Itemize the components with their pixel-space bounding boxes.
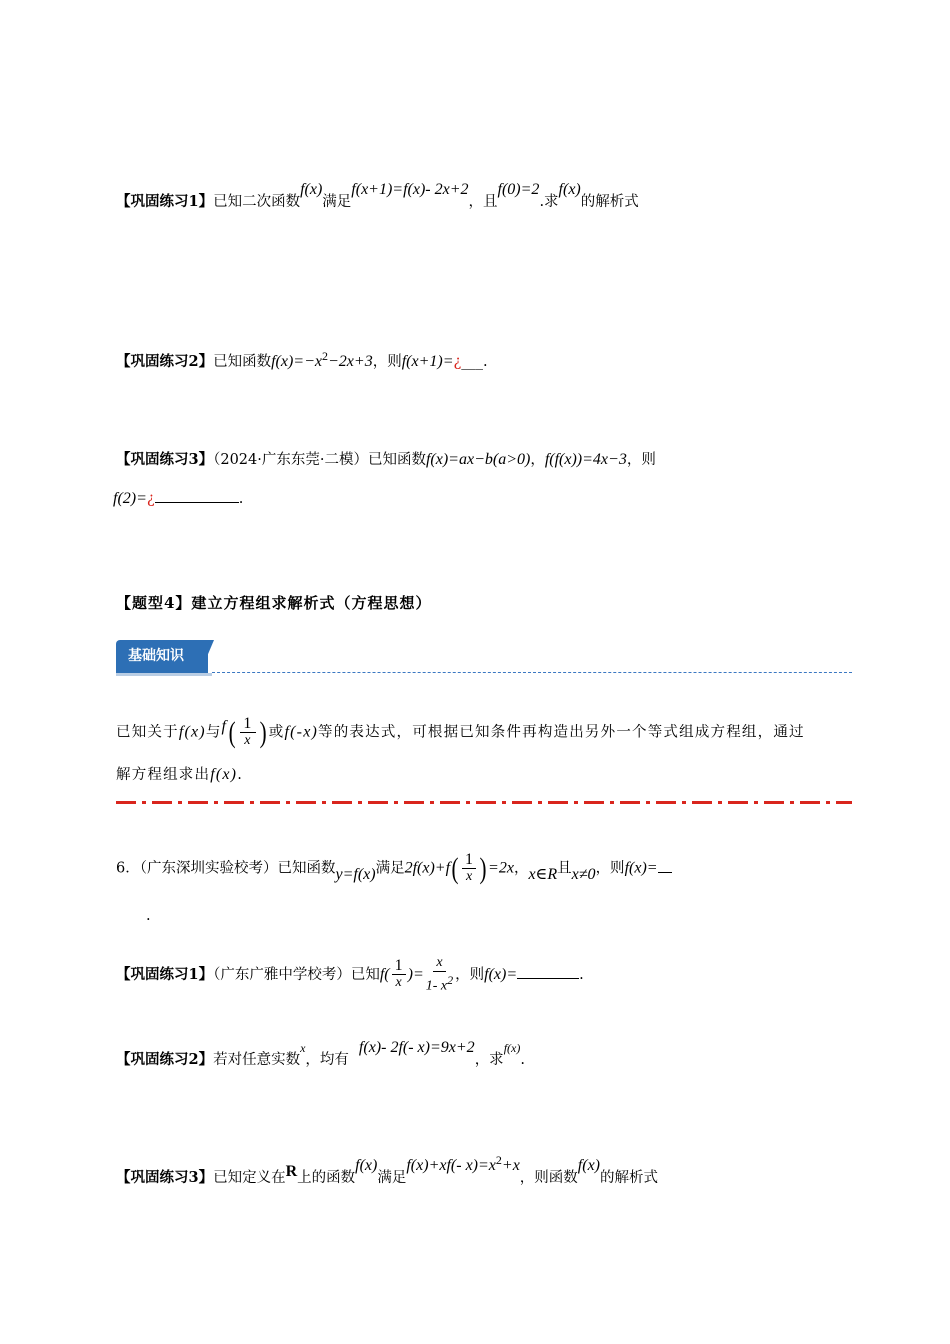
fraction <box>392 958 406 991</box>
math-expression: −2x+3 <box>328 352 373 370</box>
math-expression: f(f(x))=4x−3 <box>544 451 627 468</box>
math-expression: f(x) <box>178 723 206 741</box>
math-expression: f(x)- 2f(- x)=9x+2 <box>358 1039 475 1056</box>
math-expression: f(x) <box>355 1156 378 1174</box>
text: ，则 <box>455 966 485 983</box>
text: （广东广雅中学校考）已知 <box>213 966 380 983</box>
math-expression: f(x) <box>558 181 581 198</box>
math-expression: =2x <box>488 859 514 877</box>
fraction-denominator: x <box>244 733 252 748</box>
text: 已知关于 <box>116 724 179 741</box>
math-expression: )= <box>407 965 424 983</box>
fraction-denominator <box>426 972 453 995</box>
practice-1 <box>116 955 584 995</box>
exercise-label: 【巩固练习2】 <box>116 352 214 370</box>
math-expression: f(x+1)=f(x)- 2x+2 <box>351 181 469 198</box>
period: . <box>520 1052 525 1068</box>
math-expression: f(x) <box>503 1041 521 1055</box>
math-expression: f(x+1)= <box>401 352 454 370</box>
text: ，则 <box>626 452 656 468</box>
real-number-set: R <box>285 1162 298 1180</box>
period: . <box>238 491 244 507</box>
knowledge-line-2 <box>116 765 243 785</box>
math-expression: f(x)= <box>484 965 518 983</box>
math-expression: f(2)= <box>113 490 147 507</box>
superscript: 2 <box>322 349 328 363</box>
paren-close: ) <box>479 851 487 885</box>
fraction-numerator: 1 <box>240 716 255 733</box>
fraction <box>426 955 453 995</box>
exercise-label: 【巩固练习3】 <box>116 1168 214 1186</box>
exercise-label: 【巩固练习1】 <box>116 965 214 983</box>
math-expression: f(0)=2 <box>497 181 540 198</box>
knowledge-tag: 基础知识 <box>116 640 208 673</box>
math-expression: f(x)=ax−b(a>0) <box>425 451 531 468</box>
period: . <box>579 966 584 983</box>
math-expression: f(x) <box>300 181 323 198</box>
paren-open: ( <box>228 715 237 749</box>
text: ，则 <box>595 860 625 877</box>
tag-tail <box>200 640 214 673</box>
practice-2 <box>116 1039 525 1070</box>
superscript: 2 <box>495 1153 502 1167</box>
fraction-numerator: 1 <box>392 958 406 975</box>
math-expression: f <box>221 717 228 735</box>
text: ，且 <box>468 194 498 210</box>
text: 的解析式 <box>580 194 639 210</box>
text: 解方程组求出 <box>116 767 211 783</box>
fraction-denominator: x <box>395 975 402 991</box>
math-expression: f(-x) <box>284 723 319 741</box>
question-6-end: . <box>146 908 151 924</box>
period: . <box>483 353 488 370</box>
math-expression: f(x) <box>577 1156 600 1174</box>
math-expression: f(x)=−x <box>271 352 322 370</box>
text: 满足 <box>377 1169 407 1186</box>
dashed-divider <box>212 672 852 673</box>
fraction <box>462 852 476 885</box>
text: ，则 <box>372 353 402 370</box>
exercise-label: 【巩固练习3】 <box>116 451 214 468</box>
text: 满足 <box>375 860 405 877</box>
knowledge-line-1 <box>116 716 805 749</box>
placeholder-mark: ¿ <box>146 491 155 507</box>
exercise-label: 【巩固练习2】 <box>116 1051 214 1068</box>
text: 已知二次函数 <box>213 194 301 210</box>
text: . <box>237 767 244 783</box>
fraction-denominator: x <box>465 869 473 884</box>
exercise-3 <box>116 450 656 470</box>
question-number: 6． <box>116 860 140 877</box>
text: ，求 <box>474 1052 504 1068</box>
superscript: 2 <box>447 973 454 987</box>
placeholder-mark: ¿ <box>453 353 462 370</box>
text: 若对任意实数 <box>213 1052 301 1068</box>
question-6 <box>116 852 672 885</box>
practice-3 <box>116 1153 658 1188</box>
math-expression: +x <box>501 1156 520 1174</box>
text: 满足 <box>322 194 352 210</box>
exercise-label: 【巩固练习1】 <box>116 193 214 210</box>
math-expression: 2f(x)+f <box>404 859 451 877</box>
math-expression: f(x)+xf(- x)=x <box>406 1156 496 1174</box>
text: ，则函数 <box>519 1169 578 1186</box>
text: ， <box>513 860 529 877</box>
fraction <box>240 716 255 749</box>
exercise-2 <box>116 346 488 372</box>
exercise-1 <box>116 181 639 212</box>
tag-shadow <box>116 673 212 676</box>
math-expression: x∈R <box>528 865 558 883</box>
text: 且 <box>557 860 572 877</box>
answer-blank[interactable]: ___ <box>461 353 484 370</box>
text: 等的表达式，可根据已知条件再构造出另外一个等式组成方程组，通过 <box>318 724 805 741</box>
red-dash-dot-divider <box>116 801 852 804</box>
denominator-text: 1- x <box>425 978 448 994</box>
answer-blank[interactable] <box>155 488 239 503</box>
text: （广东深圳实验校考）已知函数 <box>139 860 336 877</box>
math-expression: x≠0 <box>571 865 596 883</box>
text: ，均有 <box>305 1052 349 1068</box>
fraction-numerator: 1 <box>462 852 476 869</box>
text: 已知定义在 <box>213 1169 286 1186</box>
text: （2024·广东东莞·二模）已知函数 <box>213 452 426 468</box>
fraction-numerator: x <box>433 955 445 972</box>
math-expression: f(x)= <box>624 859 658 877</box>
text: ， <box>530 452 545 468</box>
math-expression: x <box>300 1041 306 1055</box>
math-expression: f(x) <box>210 766 238 783</box>
answer-blank[interactable] <box>517 964 579 979</box>
exercise-3-answer <box>113 488 243 509</box>
text: 上的函数 <box>297 1169 356 1186</box>
text: 或 <box>268 724 285 741</box>
text: .求 <box>539 194 559 210</box>
math-expression: y=f(x) <box>335 865 376 883</box>
answer-blank[interactable] <box>658 858 672 873</box>
text: 已知函数 <box>213 353 272 370</box>
text: 的解析式 <box>600 1169 658 1186</box>
paren-close: ) <box>259 715 268 749</box>
paren-open: ( <box>451 851 459 885</box>
section-title: 【题型4】建立方程组求解析式（方程思想） <box>116 594 432 612</box>
text: 与 <box>205 724 222 741</box>
math-expression: f( <box>379 965 390 983</box>
